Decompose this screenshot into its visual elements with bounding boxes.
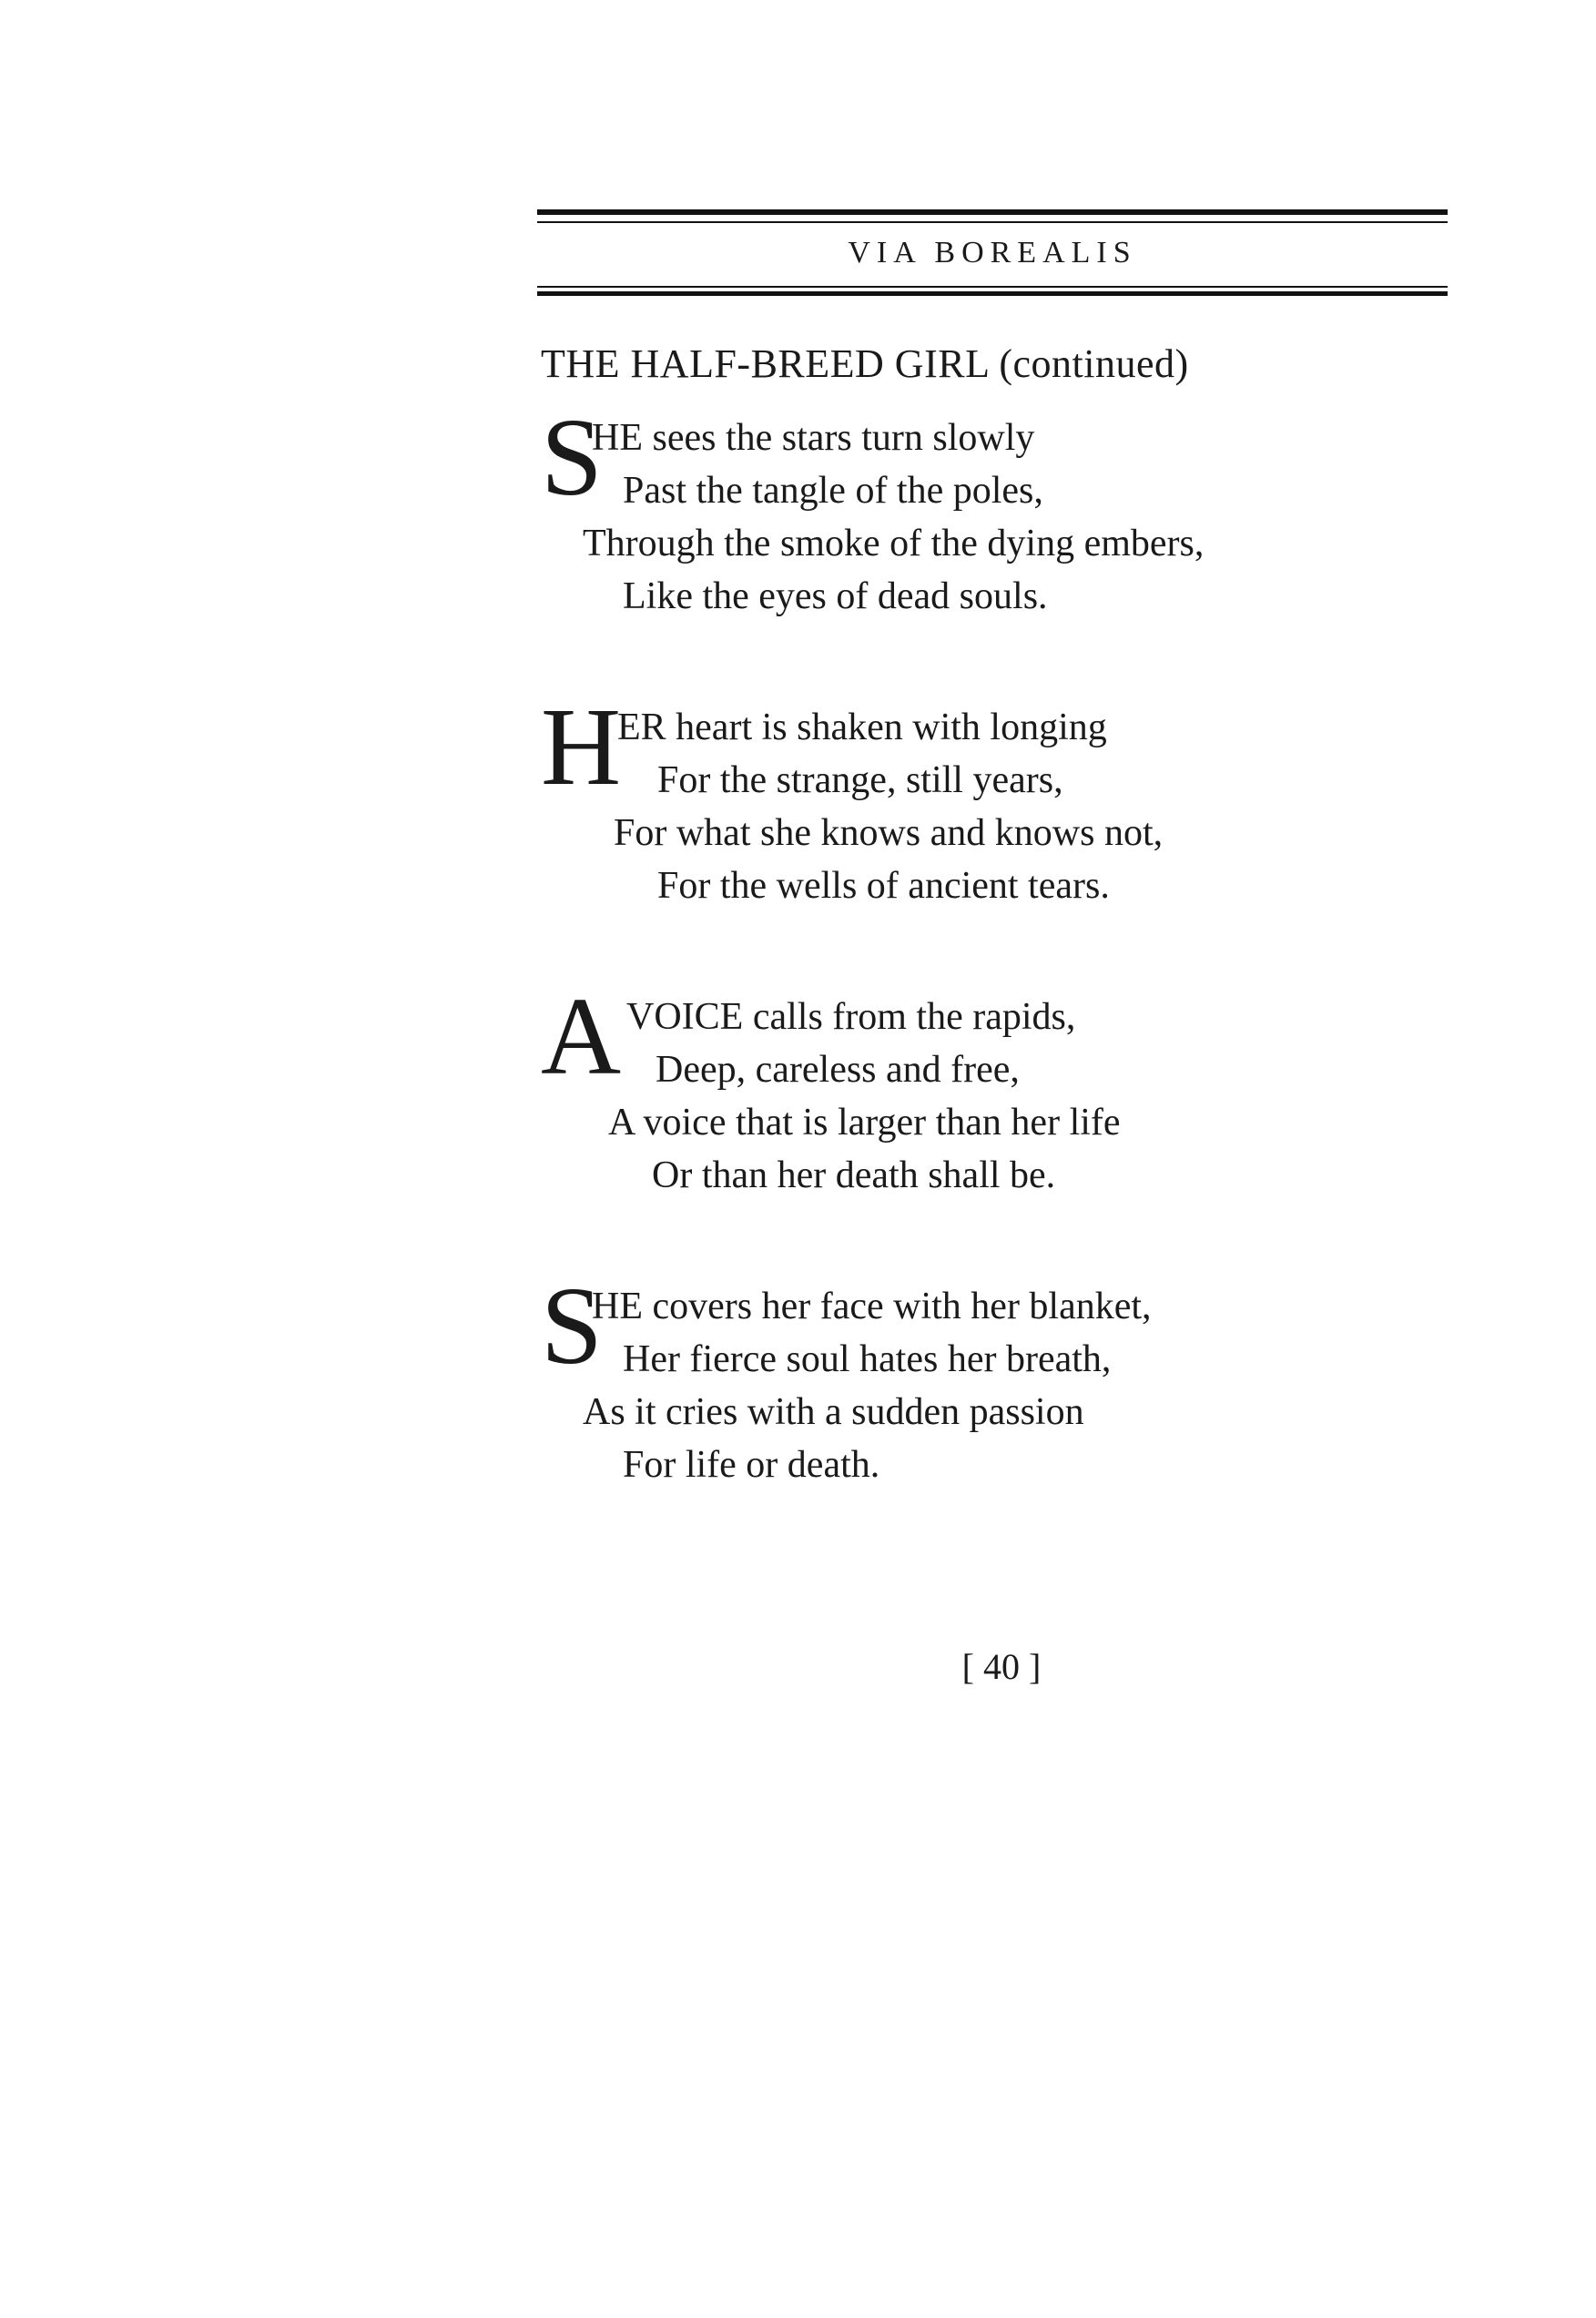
verse-line: Her fierce soul hates her breath, xyxy=(623,1338,1112,1380)
verse-line: Like the eyes of dead souls. xyxy=(623,575,1048,617)
verse-line: For the wells of ancient tears. xyxy=(657,865,1110,907)
verse-line: A voice that is larger than her life xyxy=(608,1102,1121,1144)
verse-line: Or than her death shall be. xyxy=(652,1154,1056,1196)
drop-cap: S xyxy=(541,1265,603,1388)
verse-line: As it cries with a sudden passion xyxy=(583,1391,1084,1433)
drop-cap: A xyxy=(541,975,622,1098)
verse-line: Past the tangle of the poles, xyxy=(623,470,1043,512)
verse-line: HE covers her face with her blanket, xyxy=(592,1286,1152,1327)
drop-cap: H xyxy=(541,686,622,808)
verse-line: Through the smoke of the dying embers, xyxy=(583,523,1205,564)
verse-line: Deep, careless and free, xyxy=(656,1049,1020,1091)
header-rule-top-thick xyxy=(537,209,1448,215)
verse-line: HE sees the stars turn slowly xyxy=(592,417,1035,459)
drop-cap: S xyxy=(541,396,603,519)
verse-line: VOICE calls from the rapids, xyxy=(626,996,1076,1038)
verse-line: For life or death. xyxy=(623,1444,880,1486)
verse-line: For the strange, still years, xyxy=(657,759,1063,801)
header-rule-bottom-thick xyxy=(537,291,1448,296)
poem-title: THE HALF-BREED GIRL (continued) xyxy=(541,341,1189,386)
verse-line: For what she knows and knows not, xyxy=(614,812,1164,854)
verse-line: ER heart is shaken with longing xyxy=(617,707,1107,748)
page-number: [ 40 ] xyxy=(961,1646,1042,1687)
header-rule-top-thin xyxy=(537,221,1448,223)
running-head: VIA BOREALIS xyxy=(848,236,1137,269)
header-rule-bottom-thin xyxy=(537,286,1448,288)
